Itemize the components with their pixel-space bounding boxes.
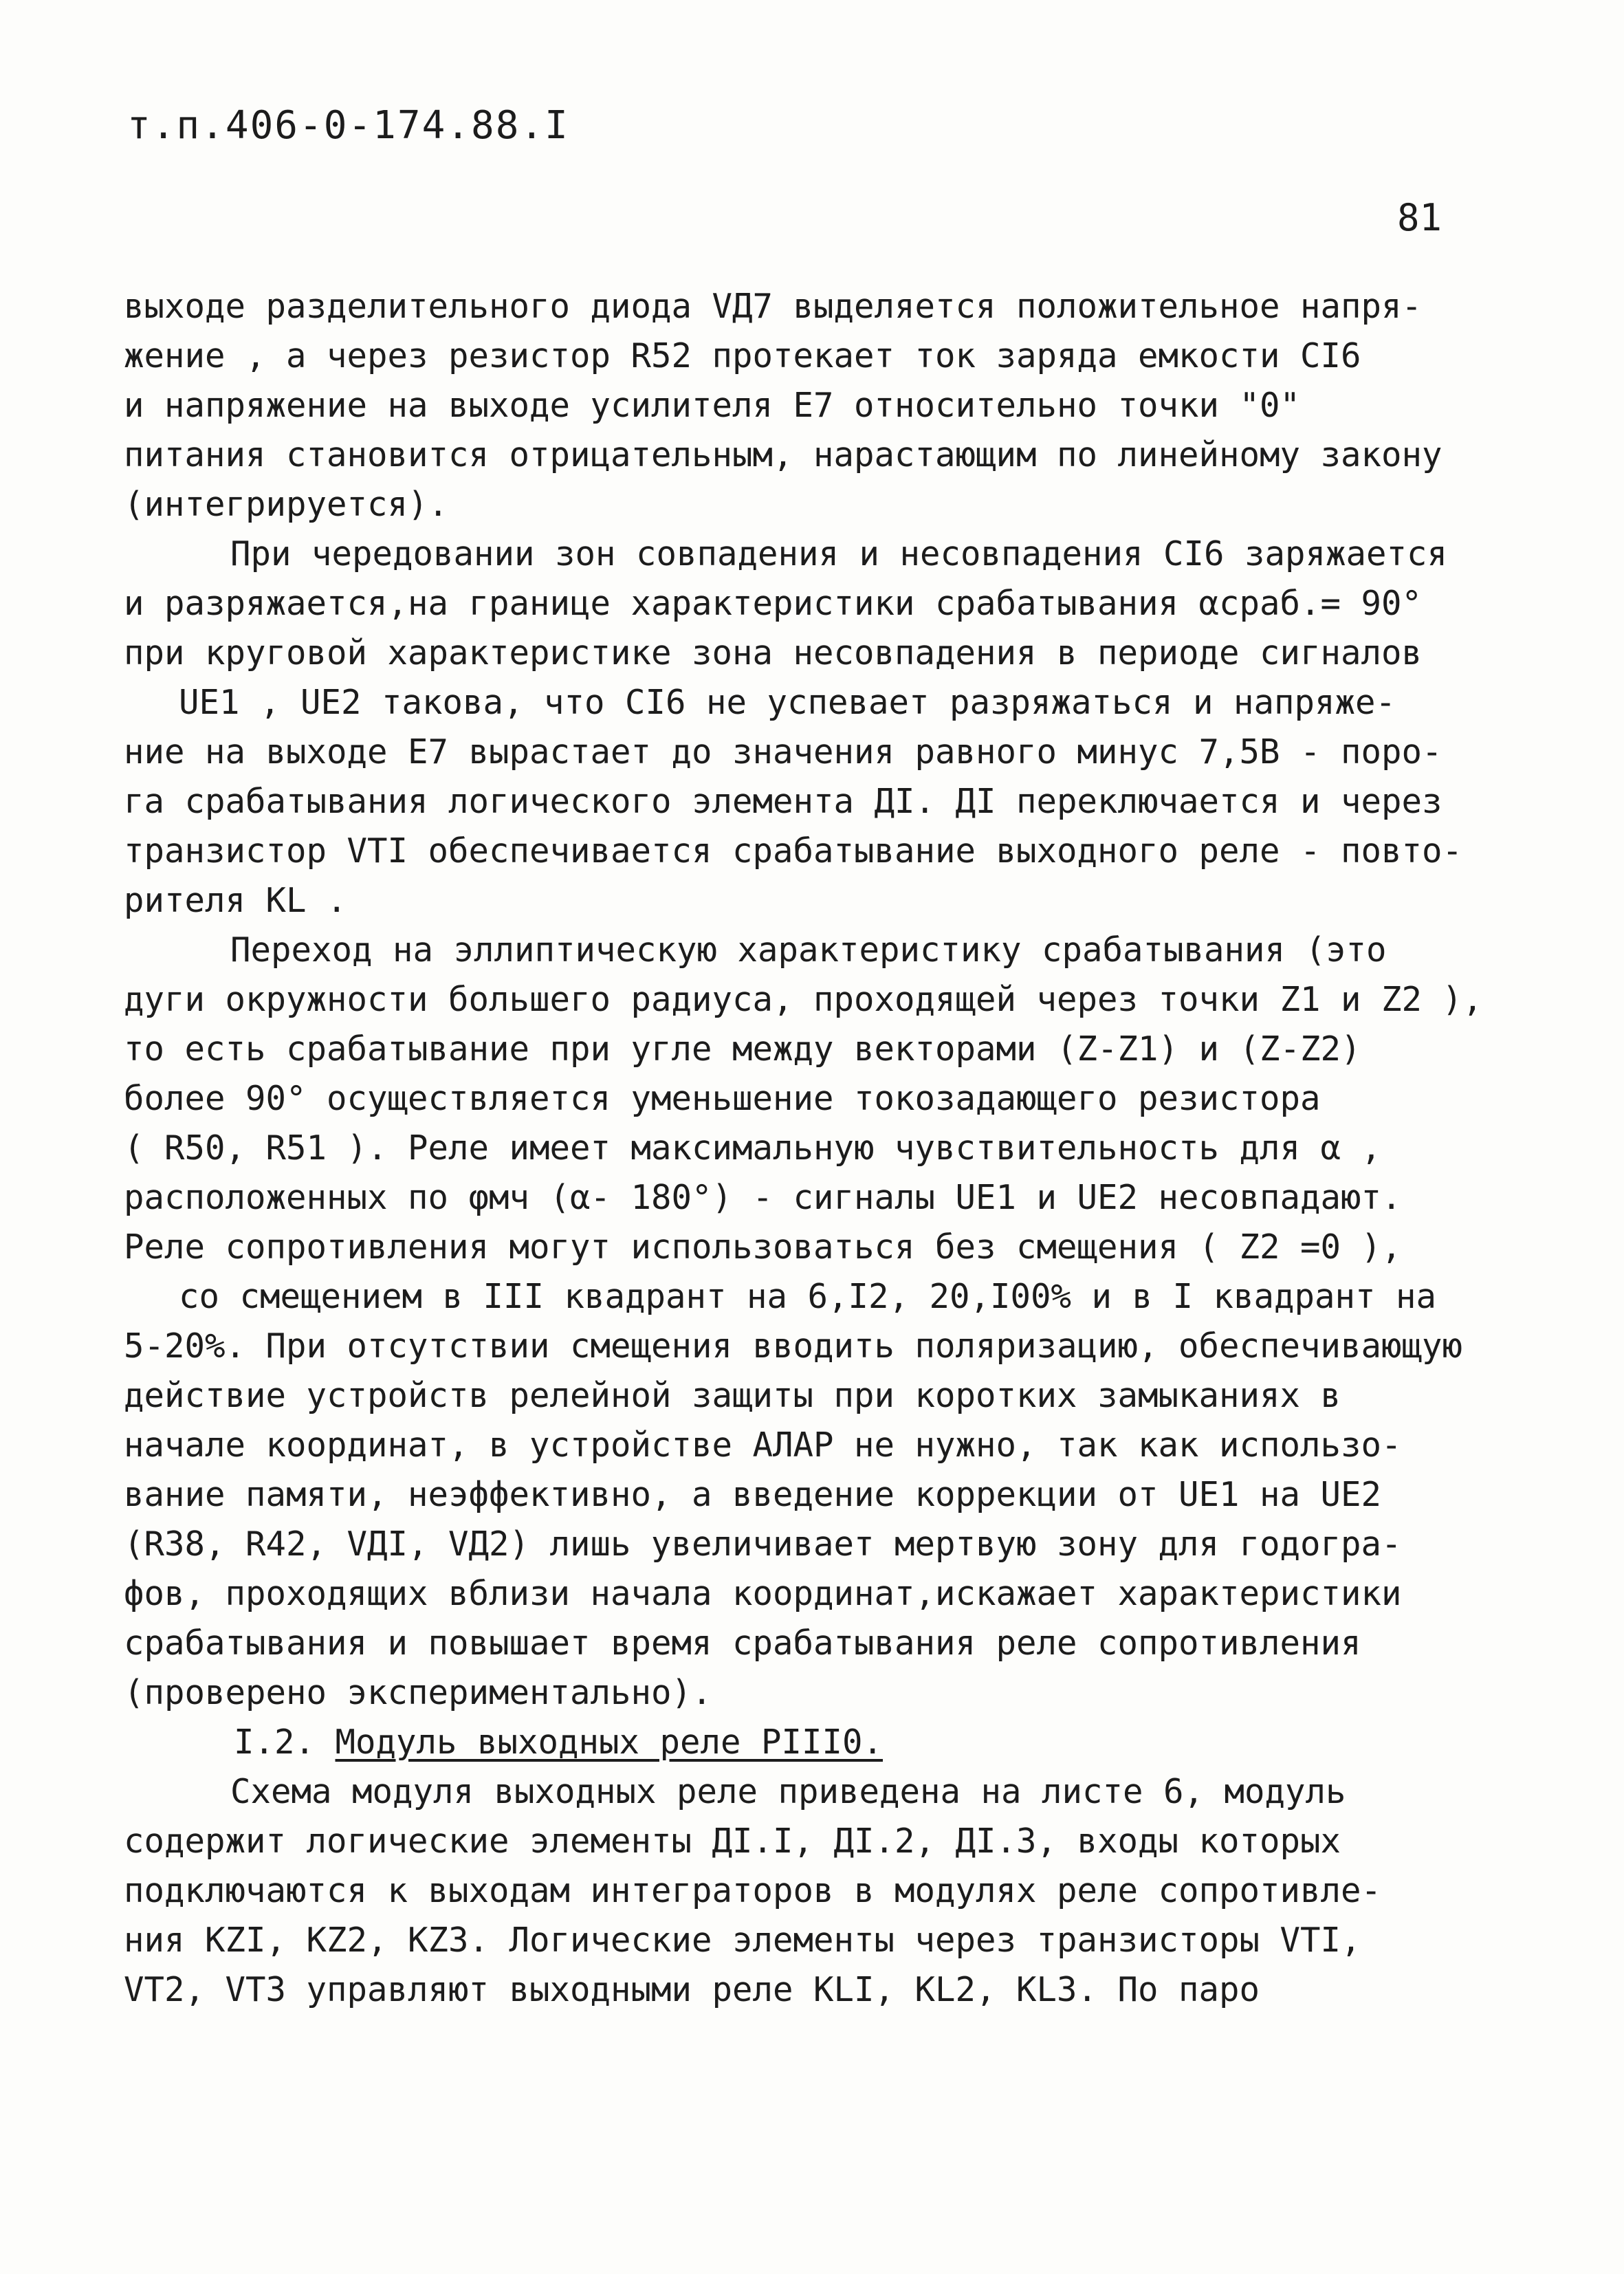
text-line: и разряжается,на границе характеристики срабатывания αсраб.= 90° [124, 584, 1423, 623]
text-line: вание памяти, неэффективно, а введение коррекции от UE1 на UE2 [124, 1475, 1382, 1514]
text-line: рителя KL . [124, 881, 347, 920]
text-line: начале координат, в устройстве АЛАР не нужно, так как использо- [124, 1425, 1402, 1465]
section-title: Модуль выходных реле PIII0. [335, 1723, 884, 1762]
text-line: VT2, VT3 управляют выходными реле KLI, KL2, KL3. По паро [124, 1970, 1260, 2009]
text-line: га срабатывания логического элемента ДI. ДI переключается и через [124, 782, 1442, 821]
text-line: дуги окружности большего радиуса, проходящей через точки Z1 и Z2 ), [124, 980, 1483, 1019]
text-line: ния KZI, KZ2, KZ3. Логические элементы через транзисторы VTI, [124, 1921, 1361, 1960]
text-line: и напряжение на выходе усилителя E7 относительно точки "0" [124, 386, 1301, 425]
text-line: фов, проходящих вблизи начала координат,искажает характеристики [124, 1574, 1402, 1613]
text-line: (проверено экспериментально). [124, 1673, 712, 1712]
text-line: содержит логические элементы ДI.I, ДI.2, ДI.3, входы которых [124, 1822, 1341, 1861]
text-line: При чередовании зон совпадения и несовпадения CI6 заряжается [230, 534, 1448, 573]
text-line: Реле сопротивления могут использоваться без смещения ( Z2 =0 ), [124, 1227, 1402, 1267]
page-number: 81 [1396, 196, 1442, 239]
text-line: Переход на эллиптическую характеристику срабатывания (это [230, 930, 1387, 970]
text-line: расположенных по φмч (α- 180°) - сигналы UE1 и UE2 несовпадают. [124, 1178, 1402, 1217]
text-line: UE1 , UE2 такова, что CI6 не успевает разряжаться и напряже- [179, 683, 1396, 722]
text-line: подключаются к выходам интеграторов в модулях реле сопротивле- [124, 1871, 1382, 1910]
text-line: транзистор VTI обеспечивается срабатывание выходного реле - повто- [124, 831, 1463, 871]
text-line: выходе разделительного диода VД7 выделяется положительное напря- [124, 287, 1423, 326]
text-line: со смещением в III квадрант на 6,I2, 20,I00% и в I квадрант на [179, 1277, 1437, 1316]
section-heading [124, 1718, 1513, 1767]
body-text [124, 282, 1513, 2015]
text-line: то есть срабатывание при угле между векторами (Z-Z1) и (Z-Z2) [124, 1029, 1361, 1069]
document-code: т.п.406-0-174.88.I [127, 103, 569, 148]
text-line: (интегрируется). [124, 485, 449, 524]
text-line: срабатывания и повышает время срабатывания реле сопротивления [124, 1623, 1361, 1663]
text-line: ние на выходе E7 вырастает до значения равного минус 7,5B - поро- [124, 732, 1442, 772]
text-line: питания становится отрицательным, нарастающим по линейному закону [124, 435, 1442, 474]
text-line: ( R50, R51 ). Реле имеет максимальную чувствительность для α , [124, 1128, 1382, 1168]
text-line: при круговой характеристике зона несовпадения в периоде сигналов [124, 633, 1423, 673]
text-line: действие устройств релейной защиты при коротких замыканиях в [124, 1376, 1341, 1415]
text-line: более 90° осуществляется уменьшение токозадающего резистора [124, 1079, 1321, 1118]
text-line: 5-20%. При отсутствии смещения вводить поляризацию, обеспечивающую [124, 1326, 1463, 1366]
section-number: I.2. [234, 1723, 336, 1762]
text-line: Схема модуля выходных реле приведена на листе 6, модуль [230, 1772, 1346, 1811]
text-line: (R38, R42, VДI, VД2) лишь увеличивает мертвую зону для годогра- [124, 1524, 1402, 1564]
text-line: жение , а через резистор R52 протекает ток заряда емкости CI6 [124, 336, 1361, 375]
